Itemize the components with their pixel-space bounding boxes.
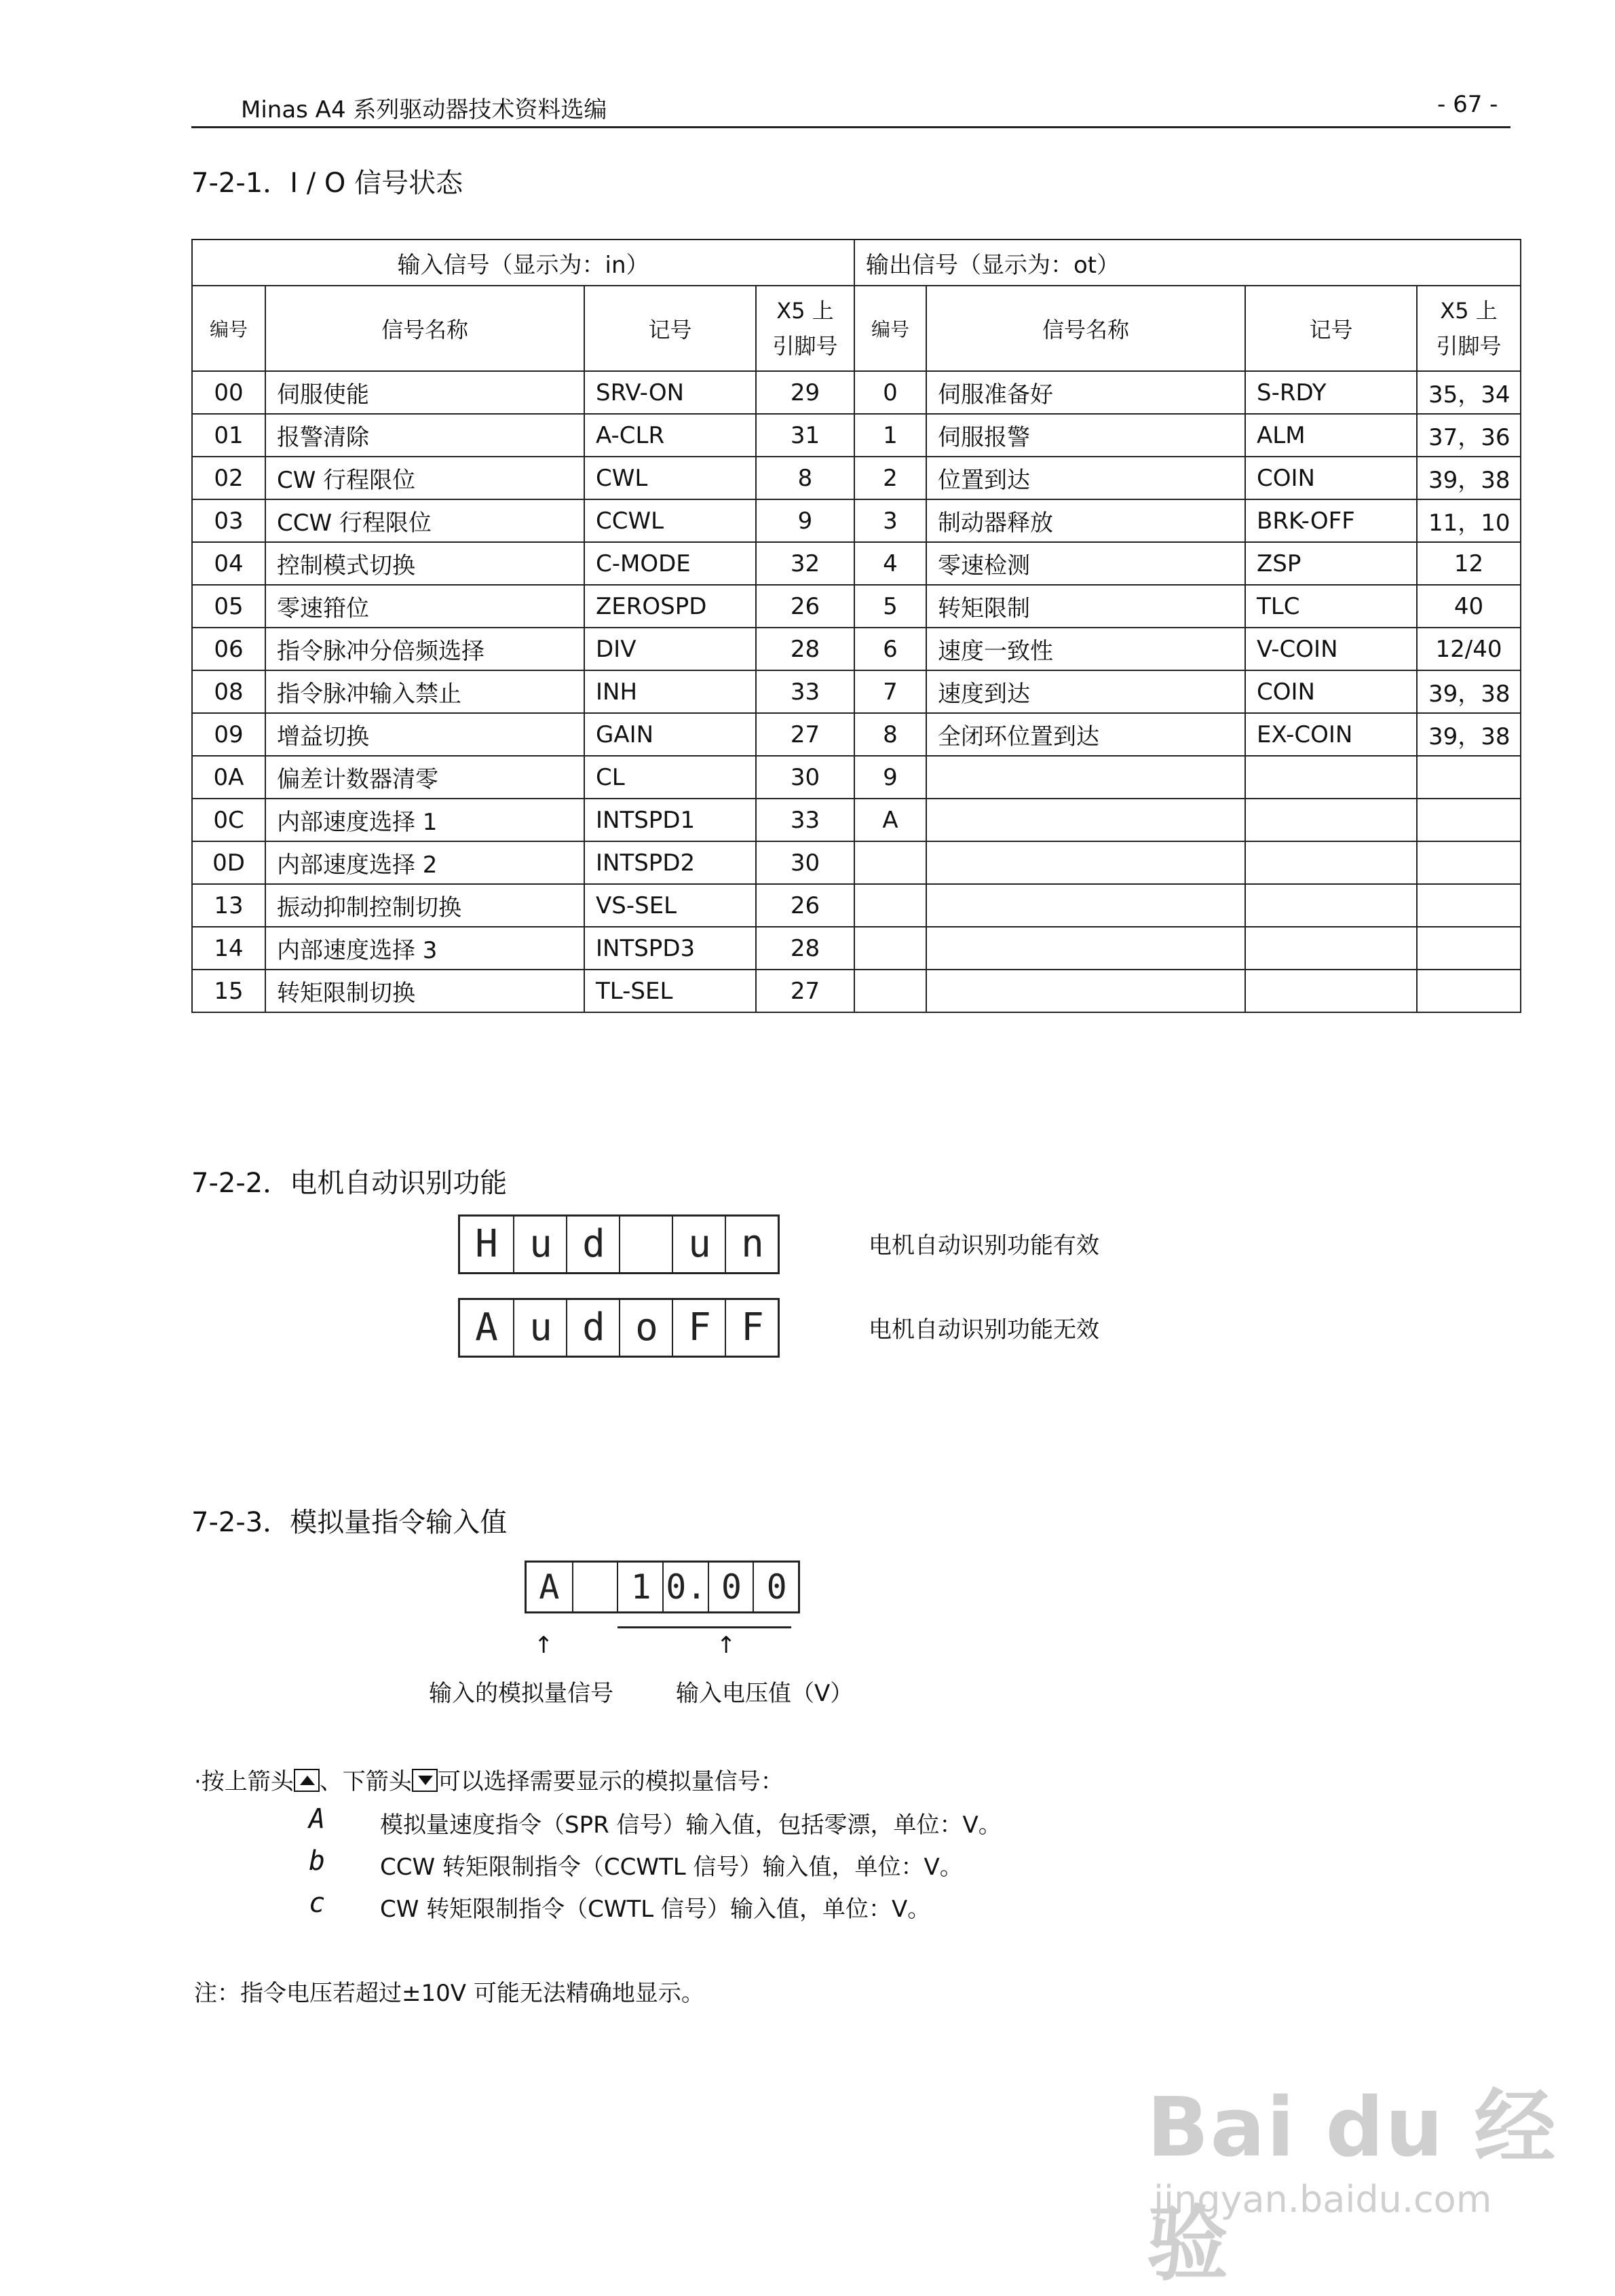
col-header-no: 编号: [192, 286, 265, 371]
input-no-cell: 04: [192, 542, 265, 585]
led-digit-char: 0.: [666, 1567, 707, 1607]
io-signal-table: [191, 239, 1521, 1013]
input-name-cell: 内部速度选择 3: [265, 927, 584, 970]
output-no-cell: 5: [854, 585, 926, 628]
input-symbol-cell: INTSPD1: [584, 799, 756, 841]
table-row: [192, 457, 1521, 499]
led-digit-char: o: [635, 1305, 658, 1350]
output-pin-cell: 37，36: [1417, 414, 1521, 457]
col-header-name: 信号名称: [265, 286, 584, 371]
input-name-cell: 伺服使能: [265, 371, 584, 414]
input-no-cell: 06: [192, 628, 265, 670]
output-symbol-cell: TLC: [1245, 585, 1417, 628]
input-no-cell: 13: [192, 884, 265, 927]
output-symbol-cell: V-COIN: [1245, 628, 1417, 670]
led-digit: [513, 1217, 567, 1272]
input-name-cell: 内部速度选择 2: [265, 841, 584, 884]
table-row: [192, 884, 1521, 927]
led-digit-char: u: [688, 1222, 711, 1266]
auto-id-off-description: 电机自动识别功能无效: [869, 1316, 1099, 1343]
output-no-cell: 2: [854, 457, 926, 499]
pin-header-line2: 引脚号: [1436, 333, 1502, 359]
led-digit-char: d: [582, 1305, 605, 1350]
output-name-cell: 转矩限制: [926, 585, 1245, 628]
input-group-header: 输入信号（显示为：in）: [192, 240, 854, 286]
output-pin-cell: 39，38: [1417, 457, 1521, 499]
output-no-cell: [854, 970, 926, 1012]
analog-item-description: CCW 转矩限制指令（CCWTL 信号）输入值，单位：V。: [380, 1854, 963, 1881]
output-name-cell: [926, 799, 1245, 841]
input-name-cell: 指令脉冲分倍频选择: [265, 628, 584, 670]
output-pin-cell: 12/40: [1417, 628, 1521, 670]
output-name-cell: [926, 756, 1245, 799]
output-pin-cell: 35，34: [1417, 371, 1521, 414]
input-symbol-cell: INH: [584, 670, 756, 713]
output-name-cell: 速度到达: [926, 670, 1245, 713]
output-name-cell: 伺服报警: [926, 414, 1245, 457]
input-symbol-cell: CCWL: [584, 499, 756, 542]
input-no-cell: 03: [192, 499, 265, 542]
output-name-cell: 全闭环位置到达: [926, 713, 1245, 756]
output-pin-cell: [1417, 884, 1521, 927]
page-number: - 67 -: [1437, 91, 1498, 118]
led-digit: [672, 1217, 726, 1272]
input-symbol-cell: CWL: [584, 457, 756, 499]
analog-code: b: [309, 1845, 326, 1877]
auto-id-on-description: 电机自动识别功能有效: [869, 1232, 1099, 1259]
output-no-cell: [854, 841, 926, 884]
section-2-title: 7-2-2．电机自动识别功能: [191, 1168, 508, 1199]
signal-arrow-icon: ↑: [534, 1632, 554, 1659]
instruction-prefix: ·按上箭头: [194, 1768, 294, 1795]
analog-code: c: [309, 1888, 326, 1919]
output-no-cell: 3: [854, 499, 926, 542]
input-name-cell: 指令脉冲输入禁止: [265, 670, 584, 713]
output-name-cell: 速度一致性: [926, 628, 1245, 670]
table-row: [192, 414, 1521, 457]
output-no-cell: A: [854, 799, 926, 841]
input-name-cell: 内部速度选择 1: [265, 799, 584, 841]
input-no-cell: 0D: [192, 841, 265, 884]
led-digit: [619, 1300, 673, 1356]
input-pin-cell: 26: [756, 585, 854, 628]
section-3-title: 7-2-3．模拟量指令输入值: [191, 1507, 508, 1538]
led-digit: [708, 1563, 755, 1611]
output-symbol-cell: COIN: [1245, 457, 1417, 499]
output-symbol-cell: [1245, 841, 1417, 884]
voltage-digits-bracket: [618, 1626, 791, 1628]
analog-code: A: [309, 1803, 326, 1835]
input-name-cell: 振动抑制控制切换: [265, 884, 584, 927]
arrow-key-instruction: [194, 1763, 784, 1796]
table-row: [192, 970, 1521, 1012]
label-input-voltage: 输入电压值（V）: [676, 1680, 854, 1707]
input-symbol-cell: ZEROSPD: [584, 585, 756, 628]
input-pin-cell: 9: [756, 499, 854, 542]
table-row: [192, 799, 1521, 841]
output-no-cell: 6: [854, 628, 926, 670]
label-analog-signal: 输入的模拟量信号: [429, 1680, 613, 1707]
led-digit: [566, 1300, 620, 1356]
output-pin-cell: 12: [1417, 542, 1521, 585]
led-digit-char: 0: [766, 1567, 787, 1607]
led-display-auto-id-on: [458, 1214, 780, 1274]
input-no-cell: 14: [192, 927, 265, 970]
input-name-cell: 偏差计数器清零: [265, 756, 584, 799]
led-digit-char: [620, 1217, 673, 1272]
led-digit-char: d: [582, 1222, 605, 1266]
up-arrow-key-icon: [294, 1769, 320, 1792]
table-row: [192, 499, 1521, 542]
led-digit: [572, 1563, 619, 1611]
input-name-cell: 转矩限制切换: [265, 970, 584, 1012]
output-name-cell: 零速检测: [926, 542, 1245, 585]
baidu-jingyan-watermark-logo: Bai du 经验: [1147, 2081, 1557, 2292]
output-name-cell: [926, 927, 1245, 970]
output-symbol-cell: EX-COIN: [1245, 713, 1417, 756]
input-no-cell: 0A: [192, 756, 265, 799]
input-symbol-cell: C-MODE: [584, 542, 756, 585]
input-symbol-cell: INTSPD2: [584, 841, 756, 884]
output-no-cell: 4: [854, 542, 926, 585]
led-digit: [566, 1217, 620, 1272]
input-symbol-cell: TL-SEL: [584, 970, 756, 1012]
col-header-pin: [1417, 286, 1521, 371]
input-symbol-cell: CL: [584, 756, 756, 799]
input-pin-cell: 33: [756, 799, 854, 841]
output-no-cell: 8: [854, 713, 926, 756]
input-name-cell: 控制模式切换: [265, 542, 584, 585]
input-pin-cell: 28: [756, 927, 854, 970]
section-1-title: 7-2-1．I / O 信号状态: [191, 168, 463, 199]
table-row: [192, 927, 1521, 970]
output-name-cell: 伺服准备好: [926, 371, 1245, 414]
input-name-cell: 零速箝位: [265, 585, 584, 628]
table-row: [192, 670, 1521, 713]
led-digit-char: A: [475, 1305, 498, 1350]
output-pin-cell: [1417, 970, 1521, 1012]
table-row: [192, 841, 1521, 884]
led-digit-char: H: [475, 1222, 498, 1266]
input-pin-cell: 31: [756, 414, 854, 457]
note-text: 注：指令电压若超过±10V 可能无法精确地显示。: [194, 1980, 704, 2007]
header-title: Minas A4 系列驱动器技术资料选编: [241, 96, 607, 123]
table-row: [192, 585, 1521, 628]
pin-header-line1: X5 上: [776, 298, 834, 324]
input-no-cell: 05: [192, 585, 265, 628]
table-row: [192, 371, 1521, 414]
input-symbol-cell: VS-SEL: [584, 884, 756, 927]
input-no-cell: 00: [192, 371, 265, 414]
input-pin-cell: 33: [756, 670, 854, 713]
input-name-cell: CW 行程限位: [265, 457, 584, 499]
output-no-cell: [854, 884, 926, 927]
input-symbol-cell: SRV-ON: [584, 371, 756, 414]
led-digit-char: 1: [630, 1567, 651, 1607]
output-pin-cell: [1417, 756, 1521, 799]
input-name-cell: 报警清除: [265, 414, 584, 457]
input-symbol-cell: INTSPD3: [584, 927, 756, 970]
input-name-cell: 增益切换: [265, 713, 584, 756]
header-divider: [191, 126, 1510, 128]
output-pin-cell: 40: [1417, 585, 1521, 628]
led-digit-char: [573, 1563, 619, 1611]
analog-item-description: CW 转矩限制指令（CWTL 信号）输入值，单位：V。: [380, 1896, 931, 1923]
col-header-name: 信号名称: [926, 286, 1245, 371]
input-pin-cell: 8: [756, 457, 854, 499]
instruction-mid: 、下箭头: [319, 1768, 412, 1795]
led-digit: [617, 1563, 664, 1611]
input-pin-cell: 29: [756, 371, 854, 414]
input-no-cell: 08: [192, 670, 265, 713]
led-digit: [513, 1300, 567, 1356]
pin-header-line2: 引脚号: [772, 333, 838, 359]
led-digit-char: 0: [721, 1567, 742, 1607]
led-digit-char: u: [529, 1222, 552, 1266]
instruction-suffix: 可以选择需要显示的模拟量信号：: [437, 1768, 784, 1795]
led-digit-char: u: [529, 1305, 552, 1350]
output-symbol-cell: [1245, 799, 1417, 841]
output-pin-cell: [1417, 841, 1521, 884]
output-pin-cell: [1417, 799, 1521, 841]
input-pin-cell: 26: [756, 884, 854, 927]
input-symbol-cell: A-CLR: [584, 414, 756, 457]
input-no-cell: 01: [192, 414, 265, 457]
output-pin-cell: 39，38: [1417, 713, 1521, 756]
voltage-arrow-icon: ↑: [717, 1632, 736, 1659]
output-no-cell: 1: [854, 414, 926, 457]
input-pin-cell: 27: [756, 970, 854, 1012]
output-symbol-cell: [1245, 970, 1417, 1012]
output-group-header: 输出信号（显示为：ot）: [854, 240, 1521, 286]
down-arrow-key-icon: [412, 1769, 438, 1792]
input-name-cell: CCW 行程限位: [265, 499, 584, 542]
led-digit: [725, 1300, 779, 1356]
led-digit-char: F: [688, 1305, 711, 1350]
led-digit: [460, 1300, 513, 1356]
col-header-no: 编号: [854, 286, 926, 371]
output-name-cell: 制动器释放: [926, 499, 1245, 542]
output-pin-cell: [1417, 927, 1521, 970]
led-digit-char: n: [741, 1222, 764, 1266]
input-no-cell: 0C: [192, 799, 265, 841]
output-name-cell: [926, 970, 1245, 1012]
input-pin-cell: 27: [756, 713, 854, 756]
table-row: [192, 542, 1521, 585]
led-digit: [527, 1563, 572, 1611]
input-pin-cell: 30: [756, 756, 854, 799]
led-digit: [460, 1217, 513, 1272]
table-row: [192, 628, 1521, 670]
output-name-cell: [926, 884, 1245, 927]
output-symbol-cell: S-RDY: [1245, 371, 1417, 414]
output-no-cell: 7: [854, 670, 926, 713]
led-digit: [619, 1217, 673, 1272]
table-row: [192, 756, 1521, 799]
output-no-cell: 0: [854, 371, 926, 414]
output-symbol-cell: [1245, 756, 1417, 799]
input-no-cell: 15: [192, 970, 265, 1012]
led-digit-char: A: [539, 1567, 560, 1607]
led-digit: [753, 1563, 799, 1611]
col-header-pin: [756, 286, 854, 371]
output-symbol-cell: [1245, 884, 1417, 927]
led-digit: [662, 1563, 709, 1611]
pin-header-line1: X5 上: [1440, 298, 1498, 324]
input-no-cell: 02: [192, 457, 265, 499]
input-pin-cell: 28: [756, 628, 854, 670]
output-symbol-cell: ALM: [1245, 414, 1417, 457]
output-no-cell: 9: [854, 756, 926, 799]
led-digit: [672, 1300, 726, 1356]
led-display-auto-id-off: [458, 1298, 780, 1358]
output-symbol-cell: [1245, 927, 1417, 970]
led-digit: [725, 1217, 779, 1272]
output-symbol-cell: BRK-OFF: [1245, 499, 1417, 542]
output-pin-cell: 11，10: [1417, 499, 1521, 542]
col-header-symbol: 记号: [1245, 286, 1417, 371]
input-no-cell: 09: [192, 713, 265, 756]
input-pin-cell: 32: [756, 542, 854, 585]
analog-item-description: 模拟量速度指令（SPR 信号）输入值，包括零漂，单位：V。: [380, 1812, 1002, 1839]
output-symbol-cell: COIN: [1245, 670, 1417, 713]
output-name-cell: [926, 841, 1245, 884]
led-digit-char: F: [741, 1305, 764, 1350]
led-display-analog-input: [525, 1561, 800, 1613]
watermark-url: jingyan.baidu.com: [1154, 2178, 1492, 2221]
table-row: [192, 713, 1521, 756]
output-name-cell: 位置到达: [926, 457, 1245, 499]
col-header-symbol: 记号: [584, 286, 756, 371]
output-symbol-cell: ZSP: [1245, 542, 1417, 585]
input-symbol-cell: GAIN: [584, 713, 756, 756]
input-symbol-cell: DIV: [584, 628, 756, 670]
input-pin-cell: 30: [756, 841, 854, 884]
output-pin-cell: 39，38: [1417, 670, 1521, 713]
output-no-cell: [854, 927, 926, 970]
